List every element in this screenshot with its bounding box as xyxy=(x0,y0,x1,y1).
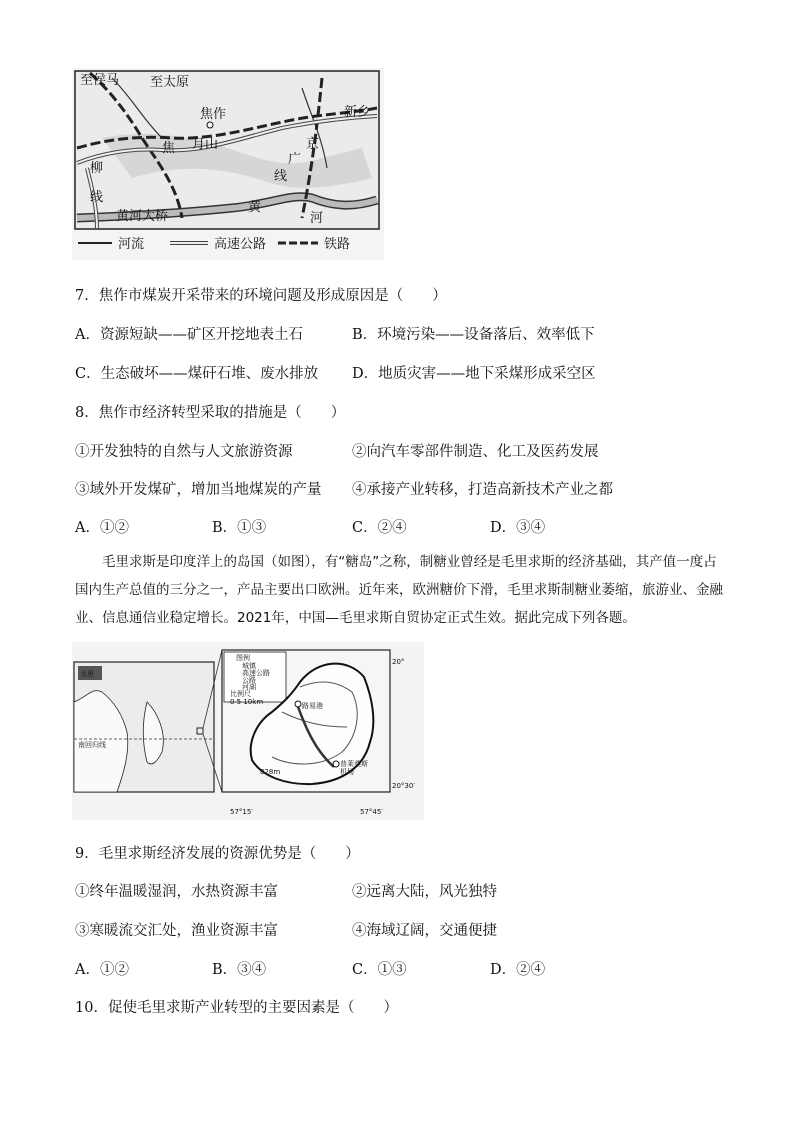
jiaozuo-map xyxy=(72,68,384,260)
label-xinxiang: 新乡 xyxy=(344,105,371,120)
q9-option-b[interactable]: B．③④ xyxy=(212,962,267,978)
label-huang: 黄 xyxy=(248,200,262,215)
legend-highway: 高速公路 xyxy=(214,237,267,252)
city-plaisance: 普莱桑斯 xyxy=(340,760,368,768)
legend-water: 河湖 xyxy=(242,683,256,691)
mauritius-map xyxy=(72,642,424,820)
q7-option-d[interactable]: D．地质灾害——地下采煤形成采空区 xyxy=(352,366,596,382)
label-he: 河 xyxy=(310,211,324,226)
scale-label: 比例尺 xyxy=(230,690,251,698)
label-guang: 广 xyxy=(288,152,302,167)
city-port-louis: 路易港 xyxy=(302,702,323,710)
q9-statement-2: ②远离大陆，风光独特 xyxy=(352,884,497,900)
legend-river: 河流 xyxy=(118,237,145,252)
label-zhihouma: 至侯马 xyxy=(80,73,120,88)
q7-option-a[interactable]: A．资源短缺——矿区开挖地表土石 xyxy=(75,327,303,343)
label-zhitaiyuan: 至太原 xyxy=(150,75,190,90)
legend-railway: 铁路 xyxy=(324,237,351,252)
label-xian2: 线 xyxy=(274,169,288,184)
legend-title: 图例 xyxy=(236,654,250,662)
mauritius-map-svg xyxy=(72,642,424,820)
lon-57-15: 57°15′ xyxy=(230,808,253,816)
q8-statement-2: ②向汽车零部件制造、化工及医药发展 xyxy=(352,444,599,460)
q8-option-c[interactable]: C．②④ xyxy=(352,520,407,536)
q9-option-a[interactable]: A．①② xyxy=(75,962,129,978)
q8-option-b[interactable]: B．①③ xyxy=(212,520,267,536)
q7-option-b[interactable]: B．环境污染——设备落后、效率低下 xyxy=(352,327,595,343)
q8-statement-4: ④承接产业转移，打造高新技术产业之都 xyxy=(352,482,613,498)
inset-country-label: 毛里 xyxy=(80,670,94,678)
jiaozuo-map-svg xyxy=(72,68,384,260)
label-jiao: 焦 xyxy=(162,141,176,156)
label-bridge: 黄河大桥 xyxy=(116,209,169,224)
legend-road: 公路 xyxy=(242,676,256,684)
q10-stem: 10．促使毛里求斯产业转型的主要因素是（ ） xyxy=(75,1000,398,1016)
lat-20-30: 20°30′ xyxy=(392,782,415,790)
lon-57-45: 57°45′ xyxy=(360,808,383,816)
label-yueshan: 月山 xyxy=(192,137,219,152)
q8-option-a[interactable]: A．①② xyxy=(75,520,129,536)
q9-option-d[interactable]: D．②④ xyxy=(490,962,546,978)
inset-tropic-label: 南回归线 xyxy=(78,741,106,749)
q7-stem: 7．焦作市煤炭开采带来的环境问题及形成原因是（ ） xyxy=(75,288,447,304)
elevation-label: 828m xyxy=(260,768,281,776)
label-jiaozuo: 焦作 xyxy=(200,107,227,122)
q9-statement-1: ①终年温暖湿润，水热资源丰富 xyxy=(75,884,278,900)
legend-expressway: 高速公路 xyxy=(242,669,270,677)
q8-statement-1: ①开发独特的自然与人文旅游资源 xyxy=(75,444,293,460)
q9-statement-4: ④海域辽阔，交通便捷 xyxy=(352,923,497,939)
q8-option-d[interactable]: D．③④ xyxy=(490,520,546,536)
label-liu: 柳 xyxy=(90,161,104,176)
q9-statement-3: ③寒暖流交汇处，渔业资源丰富 xyxy=(75,923,278,939)
label-xian: 线 xyxy=(90,190,104,205)
q9-stem: 9．毛里求斯经济发展的资源优势是（ ） xyxy=(75,846,360,862)
reading-passage: 毛里求斯是印度洋上的岛国（如图），有“糖岛”之称，制糖业曾经是毛里求斯的经济基础，其产值一度占国内生产总值的三分之一，产品主要出口欧洲。近年来，欧洲糖价下滑，毛里求斯制糖业萎缩，旅游业、金融业、信息通信业稳定增长。2021年，中国—毛里求斯自贸协定正式生效。据此完成下列各题。 xyxy=(75,554,723,626)
airport-label: 机场 xyxy=(340,768,354,776)
lat-20: 20° xyxy=(392,658,405,666)
scale-value: 0 5 10km xyxy=(230,698,264,706)
q8-statement-3: ③域外开发煤矿，增加当地煤炭的产量 xyxy=(75,482,322,498)
q7-option-c[interactable]: C．生态破坏——煤矸石堆、废水排放 xyxy=(75,366,319,382)
legend-town: 城镇 xyxy=(242,662,256,670)
q9-option-c[interactable]: C．①③ xyxy=(352,962,407,978)
label-jing: 京 xyxy=(306,137,320,152)
q8-stem: 8．焦作市经济转型采取的措施是（ ） xyxy=(75,405,346,421)
